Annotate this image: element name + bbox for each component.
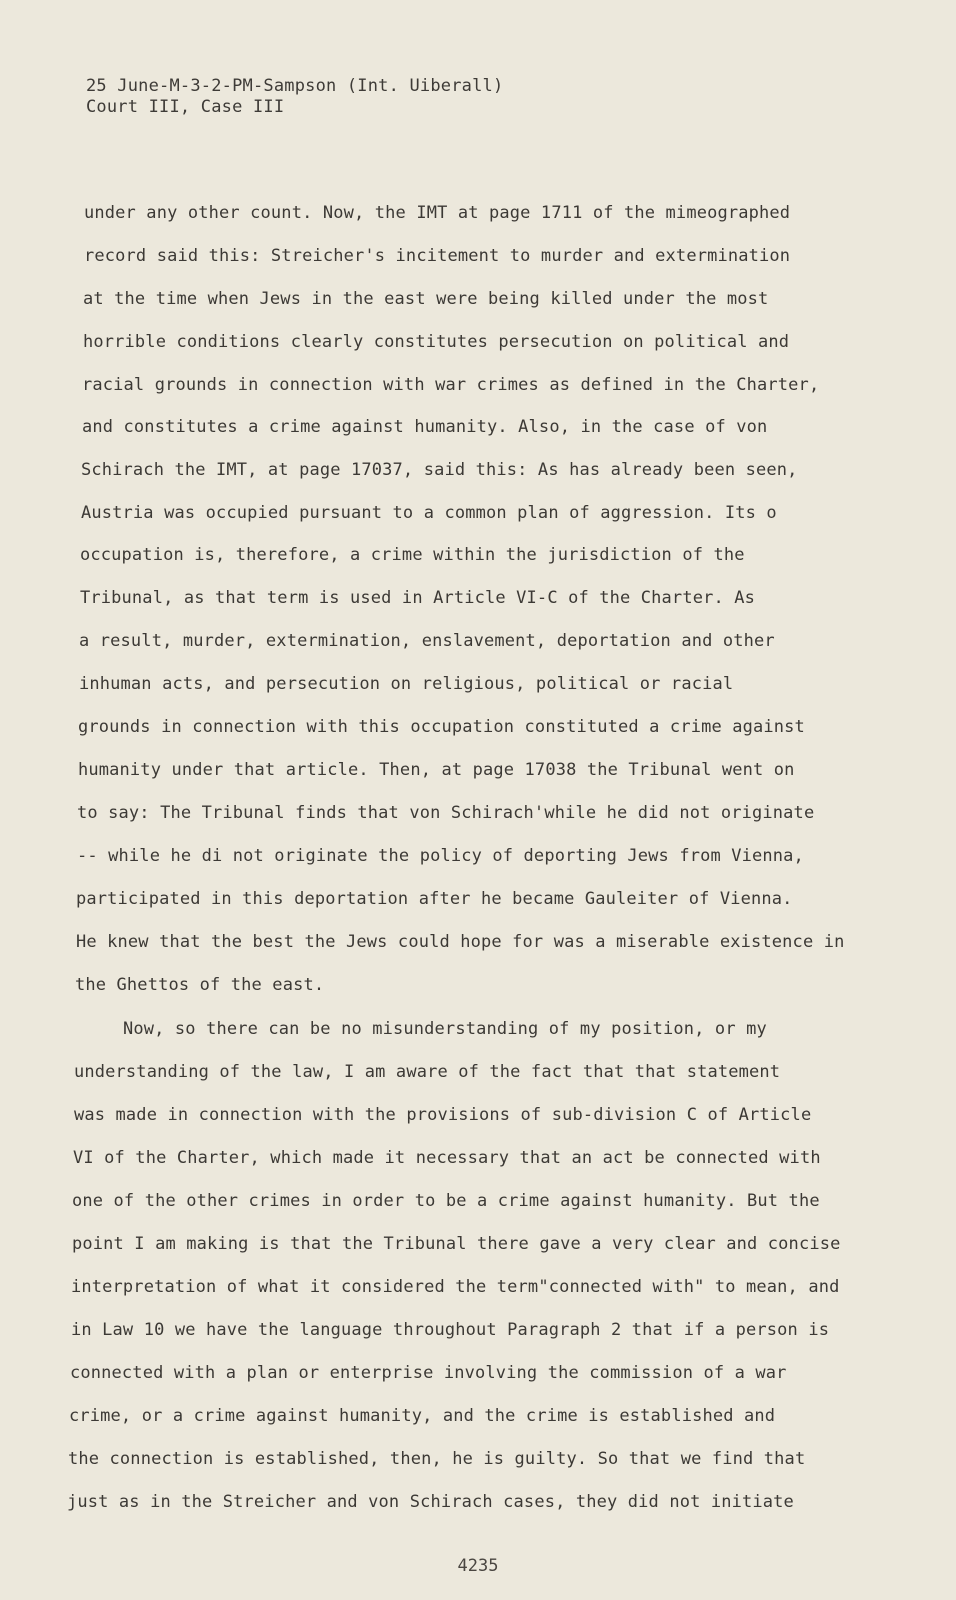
transcript-line: one of the other crimes in order to be a crime against humanity. But the <box>72 1191 820 1211</box>
transcript-line: to say: The Tribunal finds that von Schirach'while he did not originate <box>77 803 815 823</box>
transcript-line: racial grounds in connection with war crimes as defined in the Charter, <box>82 375 820 395</box>
transcript-line: grounds in connection with this occupation constituted a crime against <box>78 717 805 737</box>
transcript-line: record said this: Streicher's incitement to murder and extermination <box>84 246 791 266</box>
transcript-line: VI of the Charter, which made it necessary that an act be connected with <box>73 1148 821 1168</box>
transcript-line: occupation is, therefore, a crime within the jurisdiction of the <box>80 545 745 565</box>
transcript-line: Tribunal, as that term is used in Article VI-C of the Charter. As <box>80 588 756 608</box>
transcript-line: under any other count. Now, the IMT at page 1711 of the mimeographed <box>84 203 791 223</box>
transcript-line: interpretation of what it considered the term"connected with" to mean, and <box>71 1277 840 1297</box>
transcript-line: in Law 10 we have the language throughout Paragraph 2 that if a person is <box>71 1320 830 1340</box>
transcript-line: just as in the Streicher and von Schirach cases, they did not initiate <box>67 1492 794 1512</box>
transcript-line: at the time when Jews in the east were being killed under the most <box>83 289 769 309</box>
transcript-line: He knew that the best the Jews could hope for was a miserable existence in <box>76 932 845 952</box>
transcript-line: crime, or a crime against humanity, and the crime is established and <box>69 1406 776 1426</box>
transcript-line: a result, murder, extermination, enslavement, deportation and other <box>79 631 775 651</box>
transcript-line: was made in connection with the provisions of sub-division C of Article <box>74 1105 812 1125</box>
transcript-line: and constitutes a crime against humanity. Also, in the case of von <box>82 417 768 437</box>
header-case-line: 25 June-M-3-2-PM-Sampson (Int. Uiberall) <box>86 76 504 96</box>
transcript-line: Schirach the IMT, at page 17037, said this: As has already been seen, <box>81 460 798 480</box>
transcript-line: Austria was occupied pursuant to a common plan of aggression. Its o <box>81 503 777 523</box>
transcript-line: understanding of the law, I am aware of the fact that that statement <box>74 1062 781 1082</box>
transcript-line: the connection is established, then, he is guilty. So that we find that <box>68 1449 806 1469</box>
page-number: 4235 <box>457 1556 499 1576</box>
header-court-line: Court III, Case III <box>86 97 285 117</box>
transcript-line: point I am making is that the Tribunal there gave a very clear and concise <box>72 1234 841 1254</box>
transcript-line: participated in this deportation after he became Gauleiter of Vienna. <box>76 889 793 909</box>
transcript-line: inhuman acts, and persecution on religious, political or racial <box>79 674 734 694</box>
transcript-line: Now, so there can be no misunderstanding of my position, or my <box>123 1019 767 1039</box>
transcript-line: connected with a plan or enterprise involving the commission of a war <box>70 1363 787 1383</box>
transcript-line: -- while he di not originate the policy of deporting Jews from Vienna, <box>77 846 804 866</box>
transcript-line: horrible conditions clearly constitutes persecution on political and <box>83 332 790 352</box>
transcript-line: the Ghettos of the east. <box>75 975 325 995</box>
transcript-line: humanity under that article. Then, at page 17038 the Tribunal went on <box>78 760 795 780</box>
